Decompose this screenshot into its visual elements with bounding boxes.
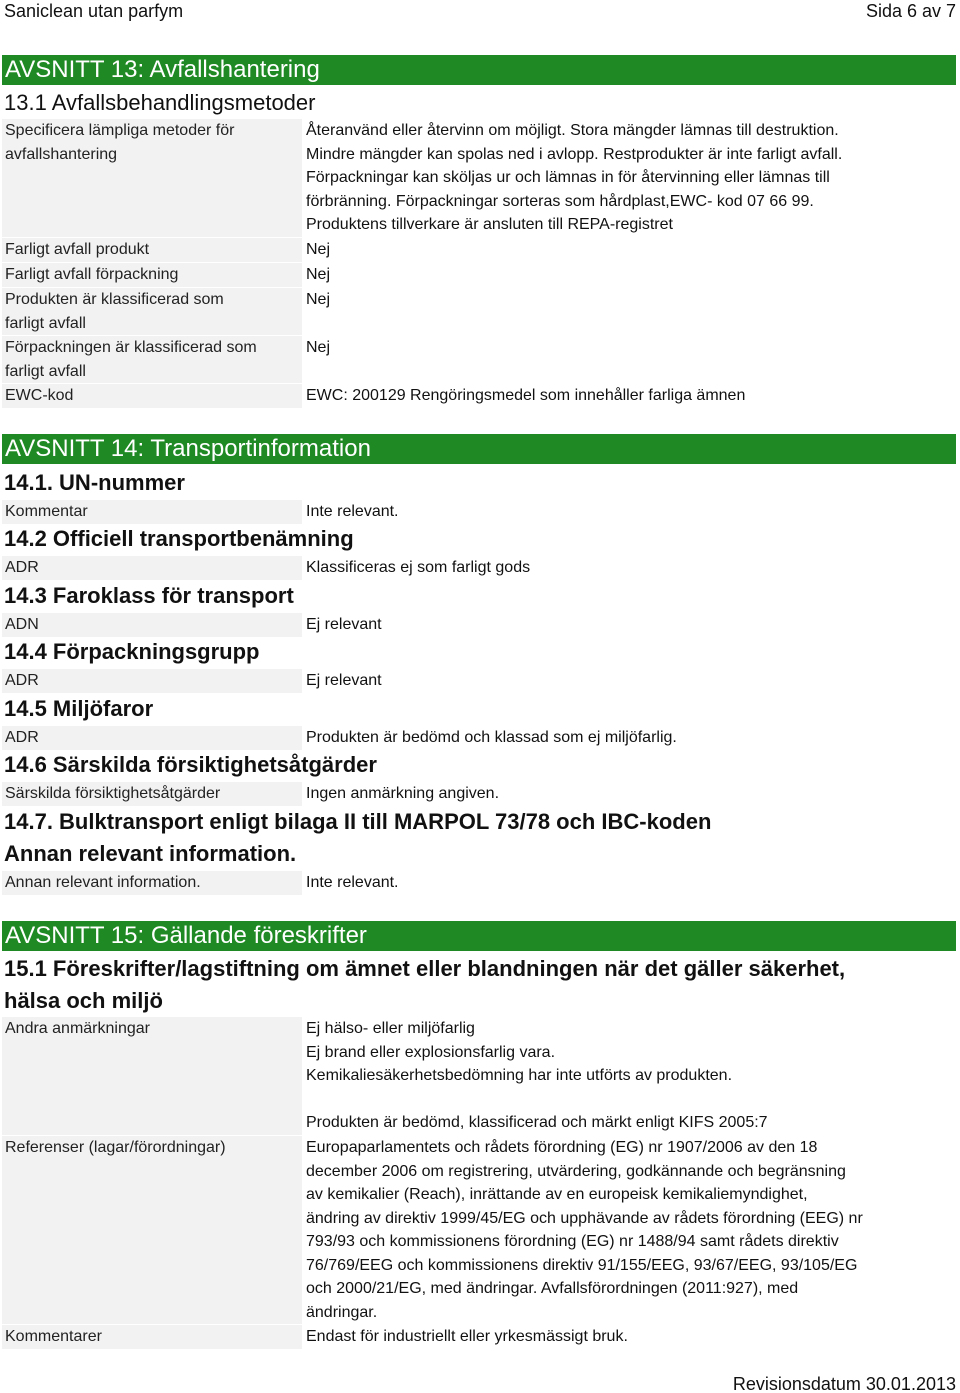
row-disposal-methods (2, 119, 956, 237)
value-line: förbränning. Förpackningar sorteras som hårdplast,EWC- kod 07 66 99. (306, 192, 814, 210)
row-special-precautions (2, 782, 956, 806)
row-value: Ej relevant (306, 672, 382, 689)
subheading-other-info: Annan relevant information. (4, 841, 297, 866)
page-header (4, 0, 956, 24)
label-line: avfallshantering (5, 145, 118, 163)
row-hazardous-packaging (2, 263, 956, 287)
row-un-comment (2, 500, 956, 524)
label-line: Förpackningen är klassificerad som (5, 339, 257, 356)
subheading-14-6: 14.6 Särskilda försiktighetsåtgärder (4, 752, 377, 777)
label-line: farligt avfall (5, 362, 86, 380)
row-label: Särskilda försiktighetsåtgärder (2, 782, 302, 806)
row-value: Nej (306, 339, 331, 356)
value-line: ändring av direktiv 1999/45/EG och upphävande av rådets förordning (EEG) nr (306, 1209, 863, 1227)
section-14-bar: AVSNITT 14: Transportinformation (2, 434, 956, 464)
row-label (2, 336, 302, 383)
row-label: Farligt avfall förpackning (2, 263, 302, 287)
value-line: Återanvänd eller återvinn om möjligt. Stora mängder lämnas till destruktion. (306, 122, 839, 139)
subheading-14-2: 14.2 Officiell transportbenämning (4, 526, 354, 551)
row-value: Nej (306, 241, 331, 258)
row-shipping-name (2, 556, 956, 580)
row-product-classified (2, 288, 956, 335)
value-line: Ej hälso- eller miljöfarlig (306, 1020, 475, 1037)
row-ewc-code (2, 384, 956, 408)
value-line: Produktens tillverkare är ansluten till REPA-registret (306, 216, 673, 233)
row-hazard-class (2, 613, 956, 637)
row-value: Inte relevant. (306, 503, 399, 520)
row-other-info (2, 871, 956, 895)
value-line: Förpackningar kan sköljas ur och lämnas in för återvinning eller lämnas till (306, 169, 830, 186)
row-label (2, 288, 302, 335)
label-line: Produkten är klassificerad som (5, 291, 224, 308)
row-label: Kommentarer (2, 1325, 302, 1349)
row-value: Klassificeras ej som farligt gods (306, 559, 531, 576)
section-13-bar: AVSNITT 13: Avfallshantering (2, 55, 956, 85)
value-line: 793/93 och kommissionens förordning (EG) nr 1488/94 samt rådets direktiv (306, 1233, 839, 1250)
value-line: Europaparlamentets och rådets förordning (EG) nr 1907/2006 av den 18 (306, 1139, 818, 1156)
row-label: ADR (2, 726, 302, 750)
section-15-bar: AVSNITT 15: Gällande föreskrifter (2, 921, 956, 951)
subheading-14-7: 14.7. Bulktransport enligt bilaga II till MARPOL 73/78 och IBC-koden (4, 809, 712, 834)
subheading-14-4: 14.4 Förpackningsgrupp (4, 639, 260, 664)
row-value: Inte relevant. (306, 874, 399, 891)
revision-date: Revisionsdatum 30.01.2013 (732, 1374, 956, 1393)
label-line: farligt avfall (5, 314, 86, 332)
row-value: Endast för industriellt eller yrkesmässigt bruk. (306, 1328, 628, 1345)
value-line (306, 1088, 956, 1112)
row-references (2, 1136, 956, 1324)
row-value: Ingen anmärkning angiven. (306, 785, 500, 802)
row-label: Kommentar (2, 500, 302, 524)
subheading-15-1: 15.1 Föreskrifter/lagstiftning om ämnet eller blandningen när det gäller säkerhet, (4, 956, 846, 981)
row-label: Farligt avfall produkt (2, 238, 302, 262)
row-value: Produkten är bedömd och klassad som ej miljöfarlig. (306, 729, 677, 746)
subheading-13-1: 13.1 Avfallsbehandlingsmetoder (4, 90, 316, 115)
label-line: Specificera lämpliga metoder för (5, 122, 235, 139)
row-packaging-classified (2, 336, 956, 383)
row-value (302, 119, 956, 237)
subheading-14-1: 14.1. UN-nummer (4, 470, 185, 495)
row-hazardous-product (2, 238, 956, 262)
value-line: och 2000/21/EG, med ändringar. Avfallsförordningen (2011:927), med (306, 1280, 799, 1297)
row-packing-group (2, 669, 956, 693)
row-label: ADR (2, 556, 302, 580)
row-value (302, 1017, 956, 1135)
value-line: 76/769/EEG och kommissionens direktiv 91/155/EEG, 93/67/EEG, 93/105/EG (306, 1256, 858, 1274)
subheading-15-1-cont: hälsa och miljö (4, 988, 163, 1013)
row-label: ADN (2, 613, 302, 637)
value-line: Kemikaliesäkerhetsbedömning har inte utförts av produkten. (306, 1067, 733, 1084)
row-label: ADR (2, 669, 302, 693)
row-value (302, 1136, 956, 1324)
row-label: Andra anmärkningar (2, 1017, 302, 1135)
page-number: Sida 6 av 7 (865, 1, 956, 21)
subheading-14-3: 14.3 Faroklass för transport (4, 583, 294, 608)
value-line: av kemikalier (Reach), inrättande av en europeisk kemikaliemyndighet, (306, 1186, 808, 1203)
row-label (2, 119, 302, 237)
row-other-remarks (2, 1017, 956, 1135)
value-line: Ej brand eller explosionsfarlig vara. (306, 1043, 556, 1061)
value-line: december 2006 om registrering, utvärdering, godkännande och begränsning (306, 1162, 846, 1180)
value-line: Mindre mängder kan spolas ned i avlopp. Restprodukter är inte farligt avfall. (306, 145, 843, 163)
row-value: Nej (306, 266, 331, 283)
row-label: Annan relevant information. (2, 871, 302, 895)
row-label: EWC-kod (2, 384, 302, 408)
row-comments (2, 1325, 956, 1349)
row-value: EWC: 200129 Rengöringsmedel som innehåller farliga ämnen (306, 387, 746, 404)
row-value: Ej relevant (306, 616, 382, 633)
subheading-14-5: 14.5 Miljöfaror (4, 696, 154, 721)
row-environmental (2, 726, 956, 750)
row-value: Nej (306, 291, 331, 308)
value-line: Produkten är bedömd, klassificerad och märkt enligt KIFS 2005:7 (306, 1114, 768, 1131)
document-title: Saniclean utan parfym (4, 1, 184, 21)
row-label: Referenser (lagar/förordningar) (2, 1136, 302, 1324)
value-line: ändringar. (306, 1303, 378, 1321)
